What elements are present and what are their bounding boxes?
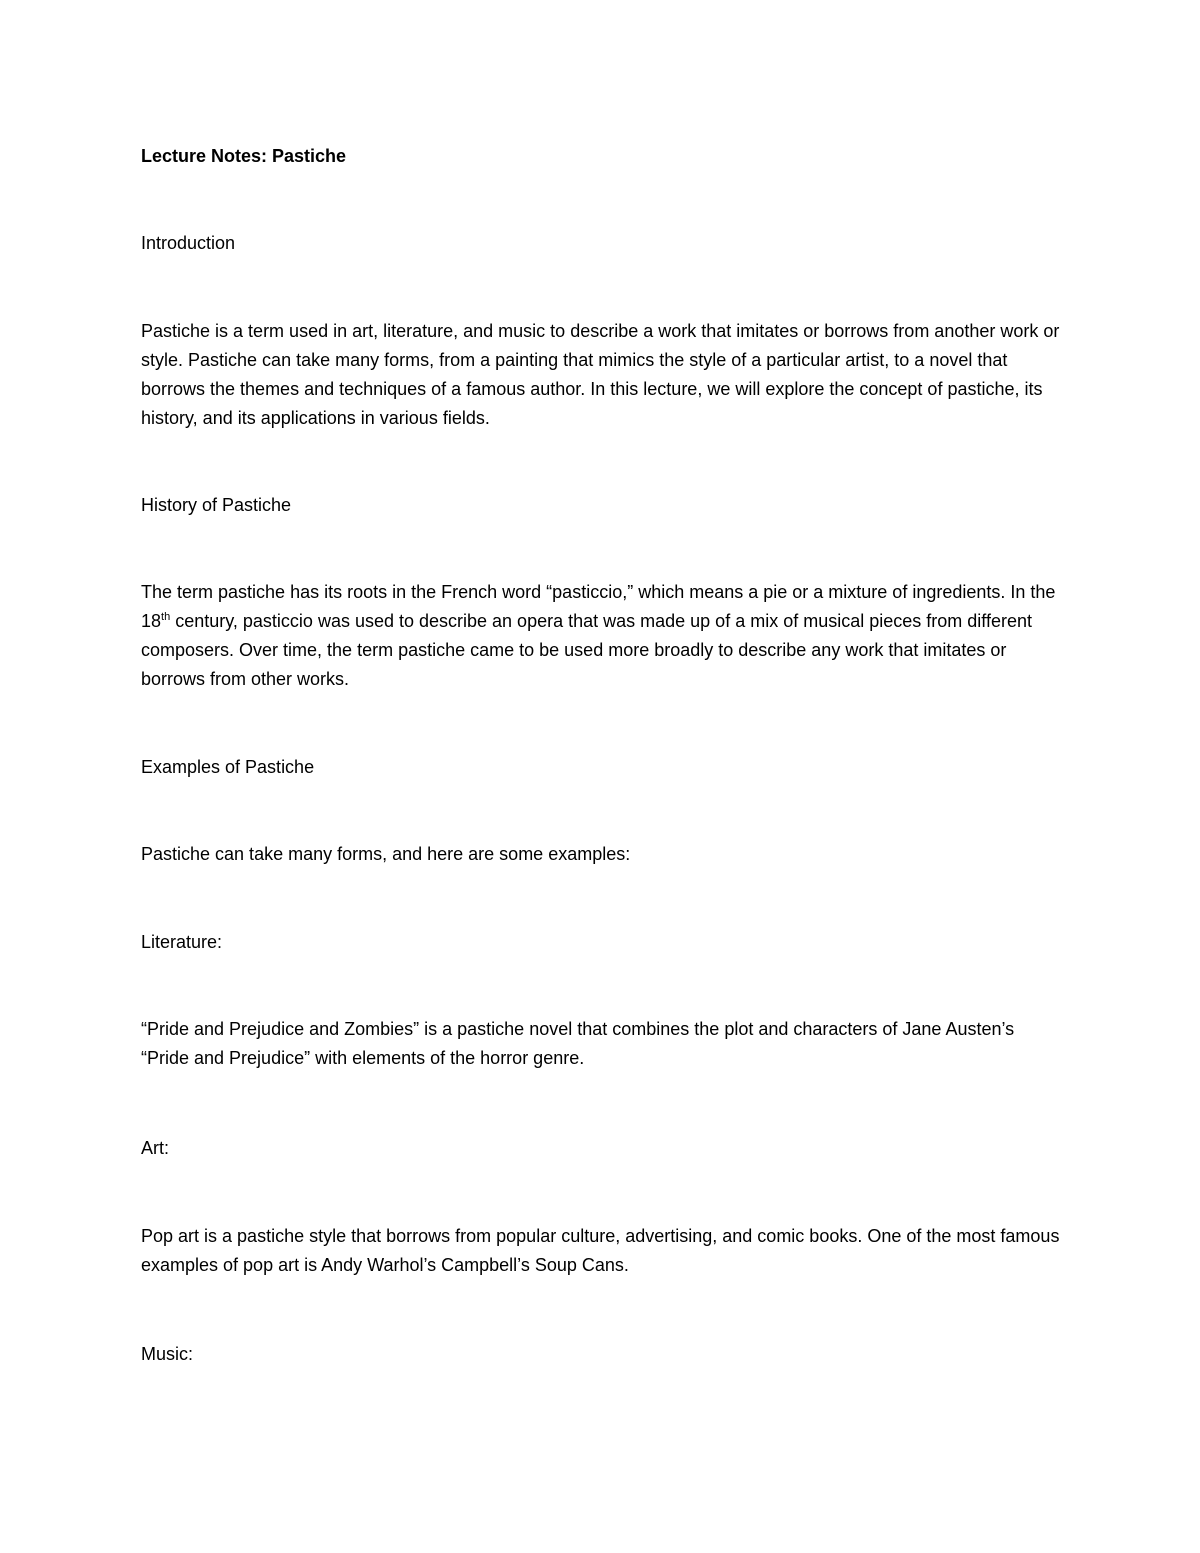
paragraph-literature: “Pride and Prejudice and Zombies” is a pastiche novel that combines the plot and characters of Jane Austen’s “Pride and Prejudice” with elements of the horror genre. xyxy=(141,1019,1015,1068)
history-superscript: th xyxy=(161,611,171,623)
paragraph-introduction: Pastiche is a term used in art, literature, and music to describe a work that imitates or borrows from another work or style. Pastiche can take many forms, from a painting that mimics the style of a particular artist, to a novel that borrows the themes and techniques of a famous author. In this lecture, we will explore the concept of pastiche, its history, and its applications in various fields. xyxy=(141,321,1060,428)
paragraph-history xyxy=(141,578,1066,694)
subheading-art: Art: xyxy=(141,1138,170,1158)
document-title: Lecture Notes: Pastiche xyxy=(141,146,347,166)
section-heading-examples: Examples of Pastiche xyxy=(141,757,315,777)
subheading-music: Music: xyxy=(141,1344,194,1364)
history-text-part-2: century, pasticcio was used to describe an opera that was made up of a mix of musical pieces from different composers. Over time, the term pastiche came to be used more broadly to describe any work that imitates or borrows from other works. xyxy=(141,611,1032,689)
paragraph-examples-intro: Pastiche can take many forms, and here are some examples: xyxy=(141,844,631,864)
subheading-literature: Literature: xyxy=(141,932,223,952)
history-text-part-1: The term pastiche has its roots in the French word “pasticcio,” which means a pie or a mixture of ingredients. In the 18 xyxy=(141,582,1056,631)
section-heading-history: History of Pastiche xyxy=(141,495,292,515)
section-heading-introduction: Introduction xyxy=(141,233,236,253)
paragraph-art: Pop art is a pastiche style that borrows from popular culture, advertising, and comic books. One of the most famous examples of pop art is Andy Warhol’s Campbell’s Soup Cans. xyxy=(141,1226,1060,1275)
